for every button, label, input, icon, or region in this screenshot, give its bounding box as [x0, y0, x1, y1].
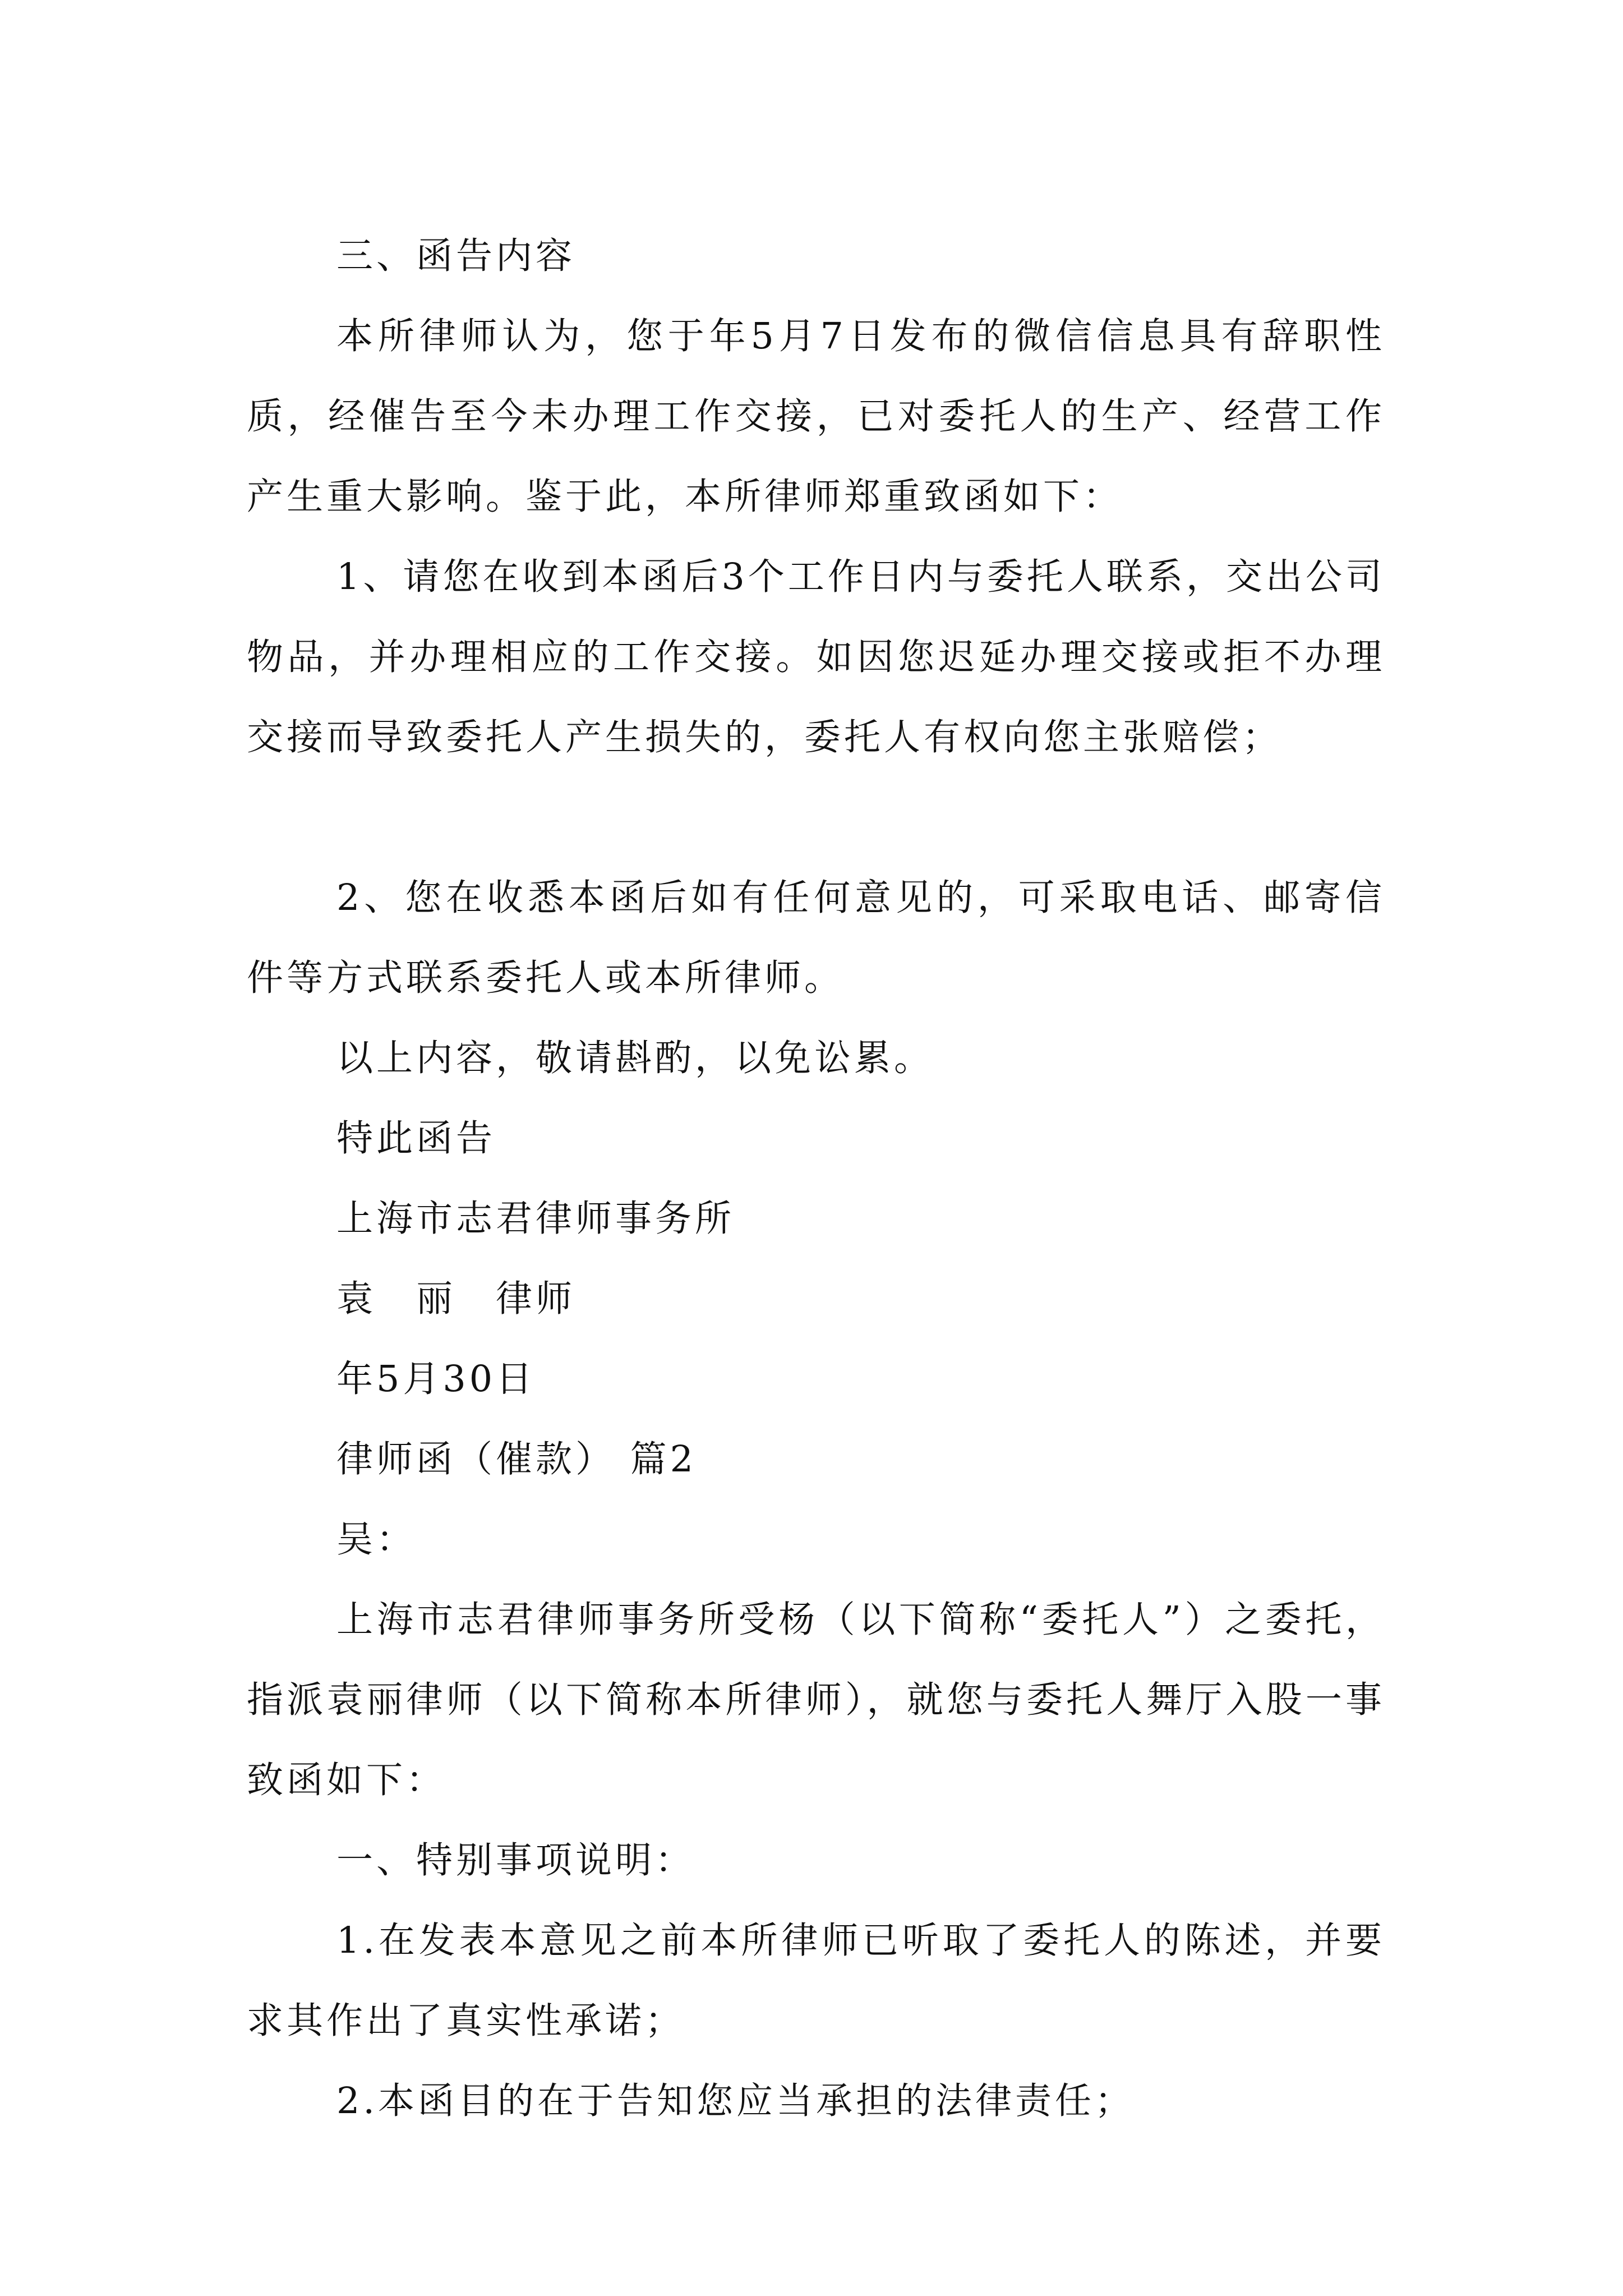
list-item-1: 1.在发表本意见之前本所律师已听取了委托人的陈述，并要求其作出了真实性承诺；: [247, 1920, 1385, 2042]
body-paragraph: 上海市志君律师事务所受杨（以下简称“委托人”）之委托，指派袁丽律师（以下简称本所律师），就您与委托人舞厅入股一事致函如下：: [247, 1599, 1385, 1801]
section-heading-1: 一、特别事项说明：: [336, 1839, 695, 1881]
firm-name: 上海市志君律师事务所: [336, 1198, 735, 1240]
section-heading-3: 三、函告内容: [336, 235, 576, 277]
article-title: 律师函（催款） 篇2: [336, 1438, 697, 1480]
letter-date: 年5月30日: [336, 1358, 536, 1400]
closing-line: 以上内容，敬请斟酌，以免讼累。: [336, 1037, 934, 1079]
list-item-2: 2.本函目的在于告知您应当承担的法律责任；: [336, 2080, 1135, 2122]
list-item-1: 1、请您在收到本函后3个工作日内与委托人联系，交出公司物品，并办理相应的工作交接。如因您迟延办理交接或拒不办理交接而导致委托人产生损失的，委托人有权向您主张赔偿；: [247, 556, 1385, 758]
lawyer-signature: 袁 丽 律师: [336, 1278, 576, 1320]
closing-notice: 特此函告: [336, 1117, 496, 1159]
list-item-2: 2、您在收悉本函后如有任何意见的，可采取电话、邮寄信件等方式联系委托人或本所律师。: [247, 877, 1385, 999]
recipient-salutation: 吴：: [336, 1519, 417, 1561]
body-paragraph: 本所律师认为，您于年5月7日发布的微信信息具有辞职性质，经催告至今未办理工作交接，已对委托人的生产、经营工作产生重大影响。鉴于此，本所律师郑重致函如下：: [247, 315, 1385, 518]
